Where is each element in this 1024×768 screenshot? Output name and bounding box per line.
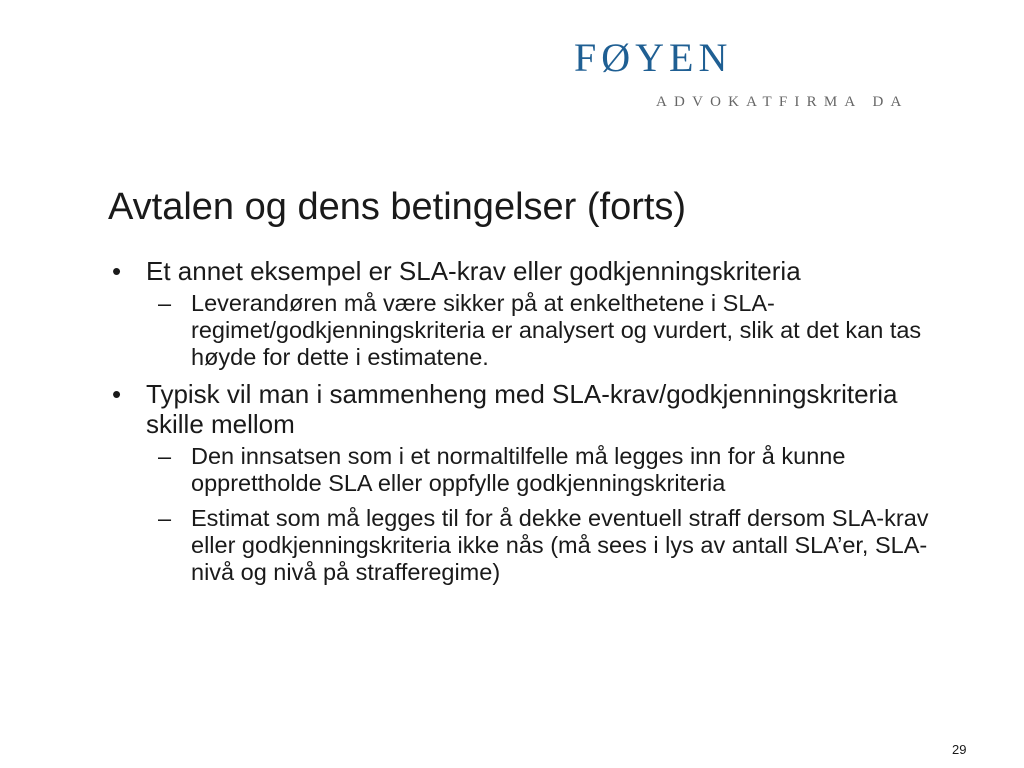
slide-content bbox=[108, 256, 938, 594]
page-number: 29 bbox=[952, 742, 967, 757]
logo-subtitle: ADVOKATFIRMA DA bbox=[656, 94, 909, 110]
bullet-item bbox=[108, 379, 938, 439]
bullet-marker: • bbox=[112, 256, 122, 286]
sub-bullet-item bbox=[108, 443, 938, 497]
sub-bullet-item bbox=[108, 290, 938, 371]
sub-bullet-text: Estimat som må legges til for å dekke eventuell straff dersom SLA-krav eller godkjenningskriteria ikke nås (må sees i lys av antall SLA’er, SLA-nivå og nivå på strafferegime) bbox=[191, 505, 929, 585]
bullet-text: Et annet eksempel er SLA-krav eller godkjenningskriteria bbox=[146, 256, 801, 286]
sub-bullet-text: Leverandøren må være sikker på at enkelthetene i SLA-regimet/godkjenningskriteria er analysert og vurdert, slik at det kan tas høyde for dette i estimatene. bbox=[191, 290, 922, 370]
sub-bullet-marker: – bbox=[158, 443, 172, 469]
bullet-item bbox=[108, 256, 938, 286]
bullet-marker: • bbox=[112, 379, 122, 409]
sub-bullet-text: Den innsatsen som i et normaltilfelle må legges inn for å kunne opprettholde SLA eller oppfylle godkjenningskriteria bbox=[191, 443, 846, 496]
sub-bullet-marker: – bbox=[158, 290, 172, 316]
slide-title: Avtalen og dens betingelser (forts) bbox=[108, 186, 687, 228]
logo-name: FØYEN bbox=[574, 35, 733, 80]
sub-bullet-item bbox=[108, 505, 938, 586]
sub-bullet-marker: – bbox=[158, 505, 172, 531]
bullet-text: Typisk vil man i sammenheng med SLA-krav/godkjenningskriteria skille mellom bbox=[146, 379, 898, 439]
